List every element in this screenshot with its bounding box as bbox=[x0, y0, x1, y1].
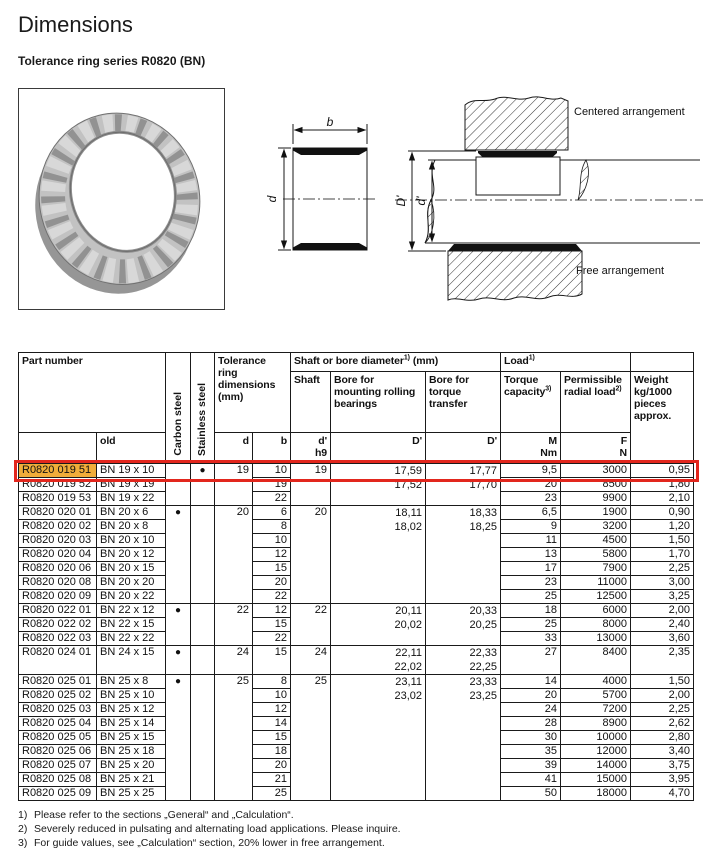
dimension-b-cell: 12 bbox=[253, 703, 291, 717]
weight-cell: 2,00 bbox=[631, 689, 694, 703]
unit-D-mount: D' bbox=[331, 433, 426, 464]
weight-cell: 1,50 bbox=[631, 675, 694, 689]
load-header: Load$^{1)}$ bbox=[501, 353, 631, 372]
tolerance-dimensions-header: Tolerance ring dimensions (mm) bbox=[215, 353, 291, 433]
old-part-number-cell: BN 25 x 8 bbox=[97, 675, 166, 689]
unit-d: d bbox=[215, 433, 253, 464]
bore-torque-cell: 18,33 18,25 bbox=[426, 506, 501, 604]
old-part-number-cell: BN 19 x 19 bbox=[97, 478, 166, 492]
radial-load-cell: 5800 bbox=[561, 548, 631, 562]
ring-cross-section-drawing bbox=[265, 115, 377, 250]
weight-cell: 2,25 bbox=[631, 703, 694, 717]
weight-cell: 3,25 bbox=[631, 590, 694, 604]
weight-header: Weight kg/1000 pieces approx. bbox=[631, 372, 694, 464]
radial-load-cell: 8000 bbox=[561, 618, 631, 632]
dimension-D-outer-label: D' bbox=[394, 195, 408, 207]
part-number-cell: R0820 024 01 bbox=[19, 646, 97, 675]
old-part-number-cell: BN 20 x 8 bbox=[97, 520, 166, 534]
dimension-b-cell: 10 bbox=[253, 534, 291, 548]
arrangement-drawing bbox=[394, 97, 703, 300]
old-part-number-cell: BN 24 x 15 bbox=[97, 646, 166, 675]
weight-cell: 2,00 bbox=[631, 604, 694, 618]
part-number-cell: R0820 025 01 bbox=[19, 675, 97, 689]
radial-load-cell: 12000 bbox=[561, 745, 631, 759]
torque-capacity-cell: 50 bbox=[501, 787, 561, 801]
shaft-diameter-cell: 25 bbox=[291, 675, 331, 801]
radial-load-cell: 14000 bbox=[561, 759, 631, 773]
old-part-number-cell: BN 25 x 14 bbox=[97, 717, 166, 731]
torque-capacity-cell: 11 bbox=[501, 534, 561, 548]
dimension-d-label: d bbox=[265, 195, 279, 203]
part-number-cell: R0820 020 04 bbox=[19, 548, 97, 562]
old-part-number-cell: BN 20 x 6 bbox=[97, 506, 166, 520]
dimension-b-cell: 22 bbox=[253, 492, 291, 506]
radial-load-cell: 3000 bbox=[561, 464, 631, 478]
table-row bbox=[19, 464, 694, 478]
dimension-b-cell: 22 bbox=[253, 590, 291, 604]
old-part-number-cell: BN 25 x 15 bbox=[97, 731, 166, 745]
unit-F: F N bbox=[561, 433, 631, 464]
bore-mounting-cell: 18,11 18,02 bbox=[331, 506, 426, 604]
weight-cell: 2,25 bbox=[631, 562, 694, 576]
carbon-steel-header: Carbon steel bbox=[166, 353, 191, 464]
torque-capacity-cell: 18 bbox=[501, 604, 561, 618]
dimension-d-cell: 20 bbox=[215, 506, 253, 604]
page-title: Dimensions bbox=[18, 12, 133, 37]
radial-load-cell: 10000 bbox=[561, 731, 631, 745]
bore-mounting-subheader: Bore for mounting rolling bearings bbox=[331, 372, 426, 433]
dimension-b-cell: 15 bbox=[253, 562, 291, 576]
torque-capacity-cell: 27 bbox=[501, 646, 561, 675]
dimension-d-cell: 22 bbox=[215, 604, 253, 646]
radial-load-cell: 9900 bbox=[561, 492, 631, 506]
weight-cell: 3,00 bbox=[631, 576, 694, 590]
torque-capacity-cell: 20 bbox=[501, 478, 561, 492]
weight-cell: 2,40 bbox=[631, 618, 694, 632]
radial-load-cell: 3200 bbox=[561, 520, 631, 534]
old-part-number-cell: BN 22 x 15 bbox=[97, 618, 166, 632]
radial-load-cell: 1900 bbox=[561, 506, 631, 520]
dimension-d-cell: 24 bbox=[215, 646, 253, 675]
part-number-cell: R0820 025 08 bbox=[19, 773, 97, 787]
stainless-steel-dot-cell bbox=[191, 604, 215, 646]
part-number-cell: R0820 025 05 bbox=[19, 731, 97, 745]
old-part-number-cell: BN 19 x 22 bbox=[97, 492, 166, 506]
footnote-1: 1) Please refer to the sections „General“ and „Calculation“. bbox=[18, 809, 294, 821]
torque-capacity-cell: 33 bbox=[501, 632, 561, 646]
weight-cell: 0,90 bbox=[631, 506, 694, 520]
dimension-b-cell: 15 bbox=[253, 731, 291, 745]
part-number-cell: R0820 025 04 bbox=[19, 717, 97, 731]
part-number-cell: R0820 020 09 bbox=[19, 590, 97, 604]
radial-load-cell: 8500 bbox=[561, 478, 631, 492]
shaft-diameter-cell: 19 bbox=[291, 464, 331, 506]
free-arrangement-label: Free arrangement bbox=[576, 265, 665, 277]
product-photo-frame bbox=[18, 88, 225, 310]
dimension-b-cell: 20 bbox=[253, 759, 291, 773]
torque-capacity-cell: 20 bbox=[501, 689, 561, 703]
radial-load-cell: 5700 bbox=[561, 689, 631, 703]
bore-mounting-cell: 20,11 20,02 bbox=[331, 604, 426, 646]
torque-capacity-cell: 14 bbox=[501, 675, 561, 689]
weight-cell: 3,95 bbox=[631, 773, 694, 787]
torque-capacity-cell: 30 bbox=[501, 731, 561, 745]
table-row bbox=[19, 604, 694, 618]
radial-load-cell: 13000 bbox=[561, 632, 631, 646]
dimension-b-cell: 21 bbox=[253, 773, 291, 787]
dimensions-table bbox=[18, 352, 694, 801]
part-units-spacer bbox=[19, 433, 97, 464]
dimension-b-cell: 12 bbox=[253, 548, 291, 562]
part-number-cell: R0820 025 03 bbox=[19, 703, 97, 717]
carbon-steel-dot-cell: ● bbox=[166, 506, 191, 604]
footnote-3: 3) For guide values, see „Calculation“ section, 20% lower in free arrangement. bbox=[18, 837, 385, 849]
weight-cell: 1,80 bbox=[631, 478, 694, 492]
weight-top-spacer bbox=[631, 353, 694, 372]
radial-load-cell: 18000 bbox=[561, 787, 631, 801]
old-part-number-cell: BN 25 x 12 bbox=[97, 703, 166, 717]
radial-load-cell: 6000 bbox=[561, 604, 631, 618]
radial-load-cell: 4500 bbox=[561, 534, 631, 548]
weight-cell: 3,75 bbox=[631, 759, 694, 773]
part-number-cell: R0820 025 06 bbox=[19, 745, 97, 759]
table-row bbox=[19, 675, 694, 689]
dimension-b-cell: 14 bbox=[253, 717, 291, 731]
torque-capacity-cell: 24 bbox=[501, 703, 561, 717]
dimension-b-cell: 15 bbox=[253, 646, 291, 675]
bore-mounting-cell: 23,11 23,02 bbox=[331, 675, 426, 801]
weight-cell: 2,62 bbox=[631, 717, 694, 731]
dimension-b-cell: 19 bbox=[253, 478, 291, 492]
old-header: old bbox=[97, 433, 166, 464]
part-number-cell: R0820 019 51 bbox=[19, 464, 97, 478]
weight-cell: 2,80 bbox=[631, 731, 694, 745]
stainless-steel-dot-cell: ● bbox=[191, 464, 215, 506]
torque-capacity-cell: 13 bbox=[501, 548, 561, 562]
table-row bbox=[19, 646, 694, 675]
technical-drawings bbox=[230, 88, 711, 323]
stainless-steel-dot-cell bbox=[191, 646, 215, 675]
stainless-steel-dot-cell bbox=[191, 675, 215, 801]
radial-load-cell: 12500 bbox=[561, 590, 631, 604]
part-number-cell: R0820 020 08 bbox=[19, 576, 97, 590]
carbon-steel-dot-cell: ● bbox=[166, 604, 191, 646]
part-number-cell: R0820 020 03 bbox=[19, 534, 97, 548]
radial-load-cell: 7200 bbox=[561, 703, 631, 717]
weight-cell: 2,10 bbox=[631, 492, 694, 506]
dimension-b-cell: 8 bbox=[253, 520, 291, 534]
old-part-number-cell: BN 22 x 12 bbox=[97, 604, 166, 618]
shaft-diameter-cell: 24 bbox=[291, 646, 331, 675]
old-part-number-cell: BN 25 x 10 bbox=[97, 689, 166, 703]
torque-capacity-cell: 25 bbox=[501, 618, 561, 632]
series-subtitle: Tolerance ring series R0820 (BN) bbox=[18, 54, 206, 68]
part-number-cell: R0820 022 01 bbox=[19, 604, 97, 618]
tolerance-ring-photo bbox=[19, 89, 222, 307]
torque-capacity-cell: 28 bbox=[501, 717, 561, 731]
stainless-steel-header: Stainless steel bbox=[191, 353, 215, 464]
part-number-cell: R0820 022 03 bbox=[19, 632, 97, 646]
torque-capacity-cell: 41 bbox=[501, 773, 561, 787]
old-part-number-cell: BN 20 x 10 bbox=[97, 534, 166, 548]
part-number-cell: R0820 025 02 bbox=[19, 689, 97, 703]
part-number-cell: R0820 020 02 bbox=[19, 520, 97, 534]
part-number-cell: R0820 019 52 bbox=[19, 478, 97, 492]
bore-mounting-cell: 22,11 22,02 bbox=[331, 646, 426, 675]
unit-d-shaft: d' h9 bbox=[291, 433, 331, 464]
part-number-cell: R0820 019 53 bbox=[19, 492, 97, 506]
dimension-b-label: b bbox=[326, 115, 334, 129]
weight-cell: 0,95 bbox=[631, 464, 694, 478]
torque-capacity-cell: 9,5 bbox=[501, 464, 561, 478]
old-part-number-cell: BN 20 x 22 bbox=[97, 590, 166, 604]
shaft-diameter-cell: 22 bbox=[291, 604, 331, 646]
torque-capacity-cell: 39 bbox=[501, 759, 561, 773]
weight-cell: 3,40 bbox=[631, 745, 694, 759]
torque-capacity-cell: 6,5 bbox=[501, 506, 561, 520]
weight-cell: 2,35 bbox=[631, 646, 694, 675]
bore-torque-cell: 22,33 22,25 bbox=[426, 646, 501, 675]
dimension-d-cell: 25 bbox=[215, 675, 253, 801]
centered-arrangement-label: Centered arrangement bbox=[574, 106, 685, 118]
weight-cell: 3,60 bbox=[631, 632, 694, 646]
dimension-b-cell: 15 bbox=[253, 618, 291, 632]
torque-capacity-subheader: Torque capacity$^{3)}$ bbox=[501, 372, 561, 433]
unit-b: b bbox=[253, 433, 291, 464]
carbon-steel-dot-cell: ● bbox=[166, 646, 191, 675]
bore-mounting-cell: 17,59 17,52 bbox=[331, 464, 426, 506]
unit-D-torque: D' bbox=[426, 433, 501, 464]
old-part-number-cell: BN 20 x 12 bbox=[97, 548, 166, 562]
part-number-cell: R0820 020 01 bbox=[19, 506, 97, 520]
old-part-number-cell: BN 25 x 21 bbox=[97, 773, 166, 787]
bore-torque-cell: 17,77 17,70 bbox=[426, 464, 501, 506]
dimension-b-cell: 10 bbox=[253, 464, 291, 478]
part-number-header: Part number bbox=[19, 353, 166, 433]
dimension-b-cell: 8 bbox=[253, 675, 291, 689]
weight-cell: 4,70 bbox=[631, 787, 694, 801]
radial-load-subheader: Permissible radial load$^{2)}$ bbox=[561, 372, 631, 433]
shaft-diameter-cell: 20 bbox=[291, 506, 331, 604]
dimension-b-cell: 10 bbox=[253, 689, 291, 703]
dimension-b-cell: 18 bbox=[253, 745, 291, 759]
bore-torque-subheader: Bore for torque transfer bbox=[426, 372, 501, 433]
radial-load-cell: 15000 bbox=[561, 773, 631, 787]
old-part-number-cell: BN 20 x 20 bbox=[97, 576, 166, 590]
old-part-number-cell: BN 25 x 20 bbox=[97, 759, 166, 773]
old-part-number-cell: BN 22 x 22 bbox=[97, 632, 166, 646]
shaft-subheader: Shaft bbox=[291, 372, 331, 433]
part-number-cell: R0820 020 06 bbox=[19, 562, 97, 576]
old-part-number-cell: BN 25 x 18 bbox=[97, 745, 166, 759]
dimension-d-inner-label: d' bbox=[414, 196, 428, 206]
table-row bbox=[19, 506, 694, 520]
torque-capacity-cell: 35 bbox=[501, 745, 561, 759]
torque-capacity-cell: 17 bbox=[501, 562, 561, 576]
part-number-cell: R0820 025 09 bbox=[19, 787, 97, 801]
carbon-steel-dot-cell bbox=[166, 464, 191, 506]
radial-load-cell: 4000 bbox=[561, 675, 631, 689]
radial-load-cell: 11000 bbox=[561, 576, 631, 590]
dimension-b-cell: 6 bbox=[253, 506, 291, 520]
stainless-steel-dot-cell bbox=[191, 506, 215, 604]
bore-torque-cell: 23,33 23,25 bbox=[426, 675, 501, 801]
weight-cell: 1,20 bbox=[631, 520, 694, 534]
torque-capacity-cell: 25 bbox=[501, 590, 561, 604]
dimension-b-cell: 20 bbox=[253, 576, 291, 590]
dimension-b-cell: 25 bbox=[253, 787, 291, 801]
unit-M: M Nm bbox=[501, 433, 561, 464]
carbon-steel-dot-cell: ● bbox=[166, 675, 191, 801]
dimension-d-cell: 19 bbox=[215, 464, 253, 506]
radial-load-cell: 8400 bbox=[561, 646, 631, 675]
weight-cell: 1,70 bbox=[631, 548, 694, 562]
torque-capacity-cell: 23 bbox=[501, 492, 561, 506]
footnotes bbox=[18, 808, 401, 850]
old-part-number-cell: BN 25 x 25 bbox=[97, 787, 166, 801]
radial-load-cell: 7900 bbox=[561, 562, 631, 576]
part-number-cell: R0820 022 02 bbox=[19, 618, 97, 632]
old-part-number-cell: BN 20 x 15 bbox=[97, 562, 166, 576]
bore-torque-cell: 20,33 20,25 bbox=[426, 604, 501, 646]
torque-capacity-cell: 9 bbox=[501, 520, 561, 534]
weight-cell: 1,50 bbox=[631, 534, 694, 548]
radial-load-cell: 8900 bbox=[561, 717, 631, 731]
part-number-cell: R0820 025 07 bbox=[19, 759, 97, 773]
dimension-b-cell: 12 bbox=[253, 604, 291, 618]
torque-capacity-cell: 23 bbox=[501, 576, 561, 590]
dimension-b-cell: 22 bbox=[253, 632, 291, 646]
old-part-number-cell: BN 19 x 10 bbox=[97, 464, 166, 478]
shaft-or-bore-header: Shaft or bore diameter$^{1)}$ (mm) bbox=[291, 353, 501, 372]
footnote-2: 2) Severely reduced in pulsating and alternating load applications. Please inquire. bbox=[18, 823, 401, 835]
